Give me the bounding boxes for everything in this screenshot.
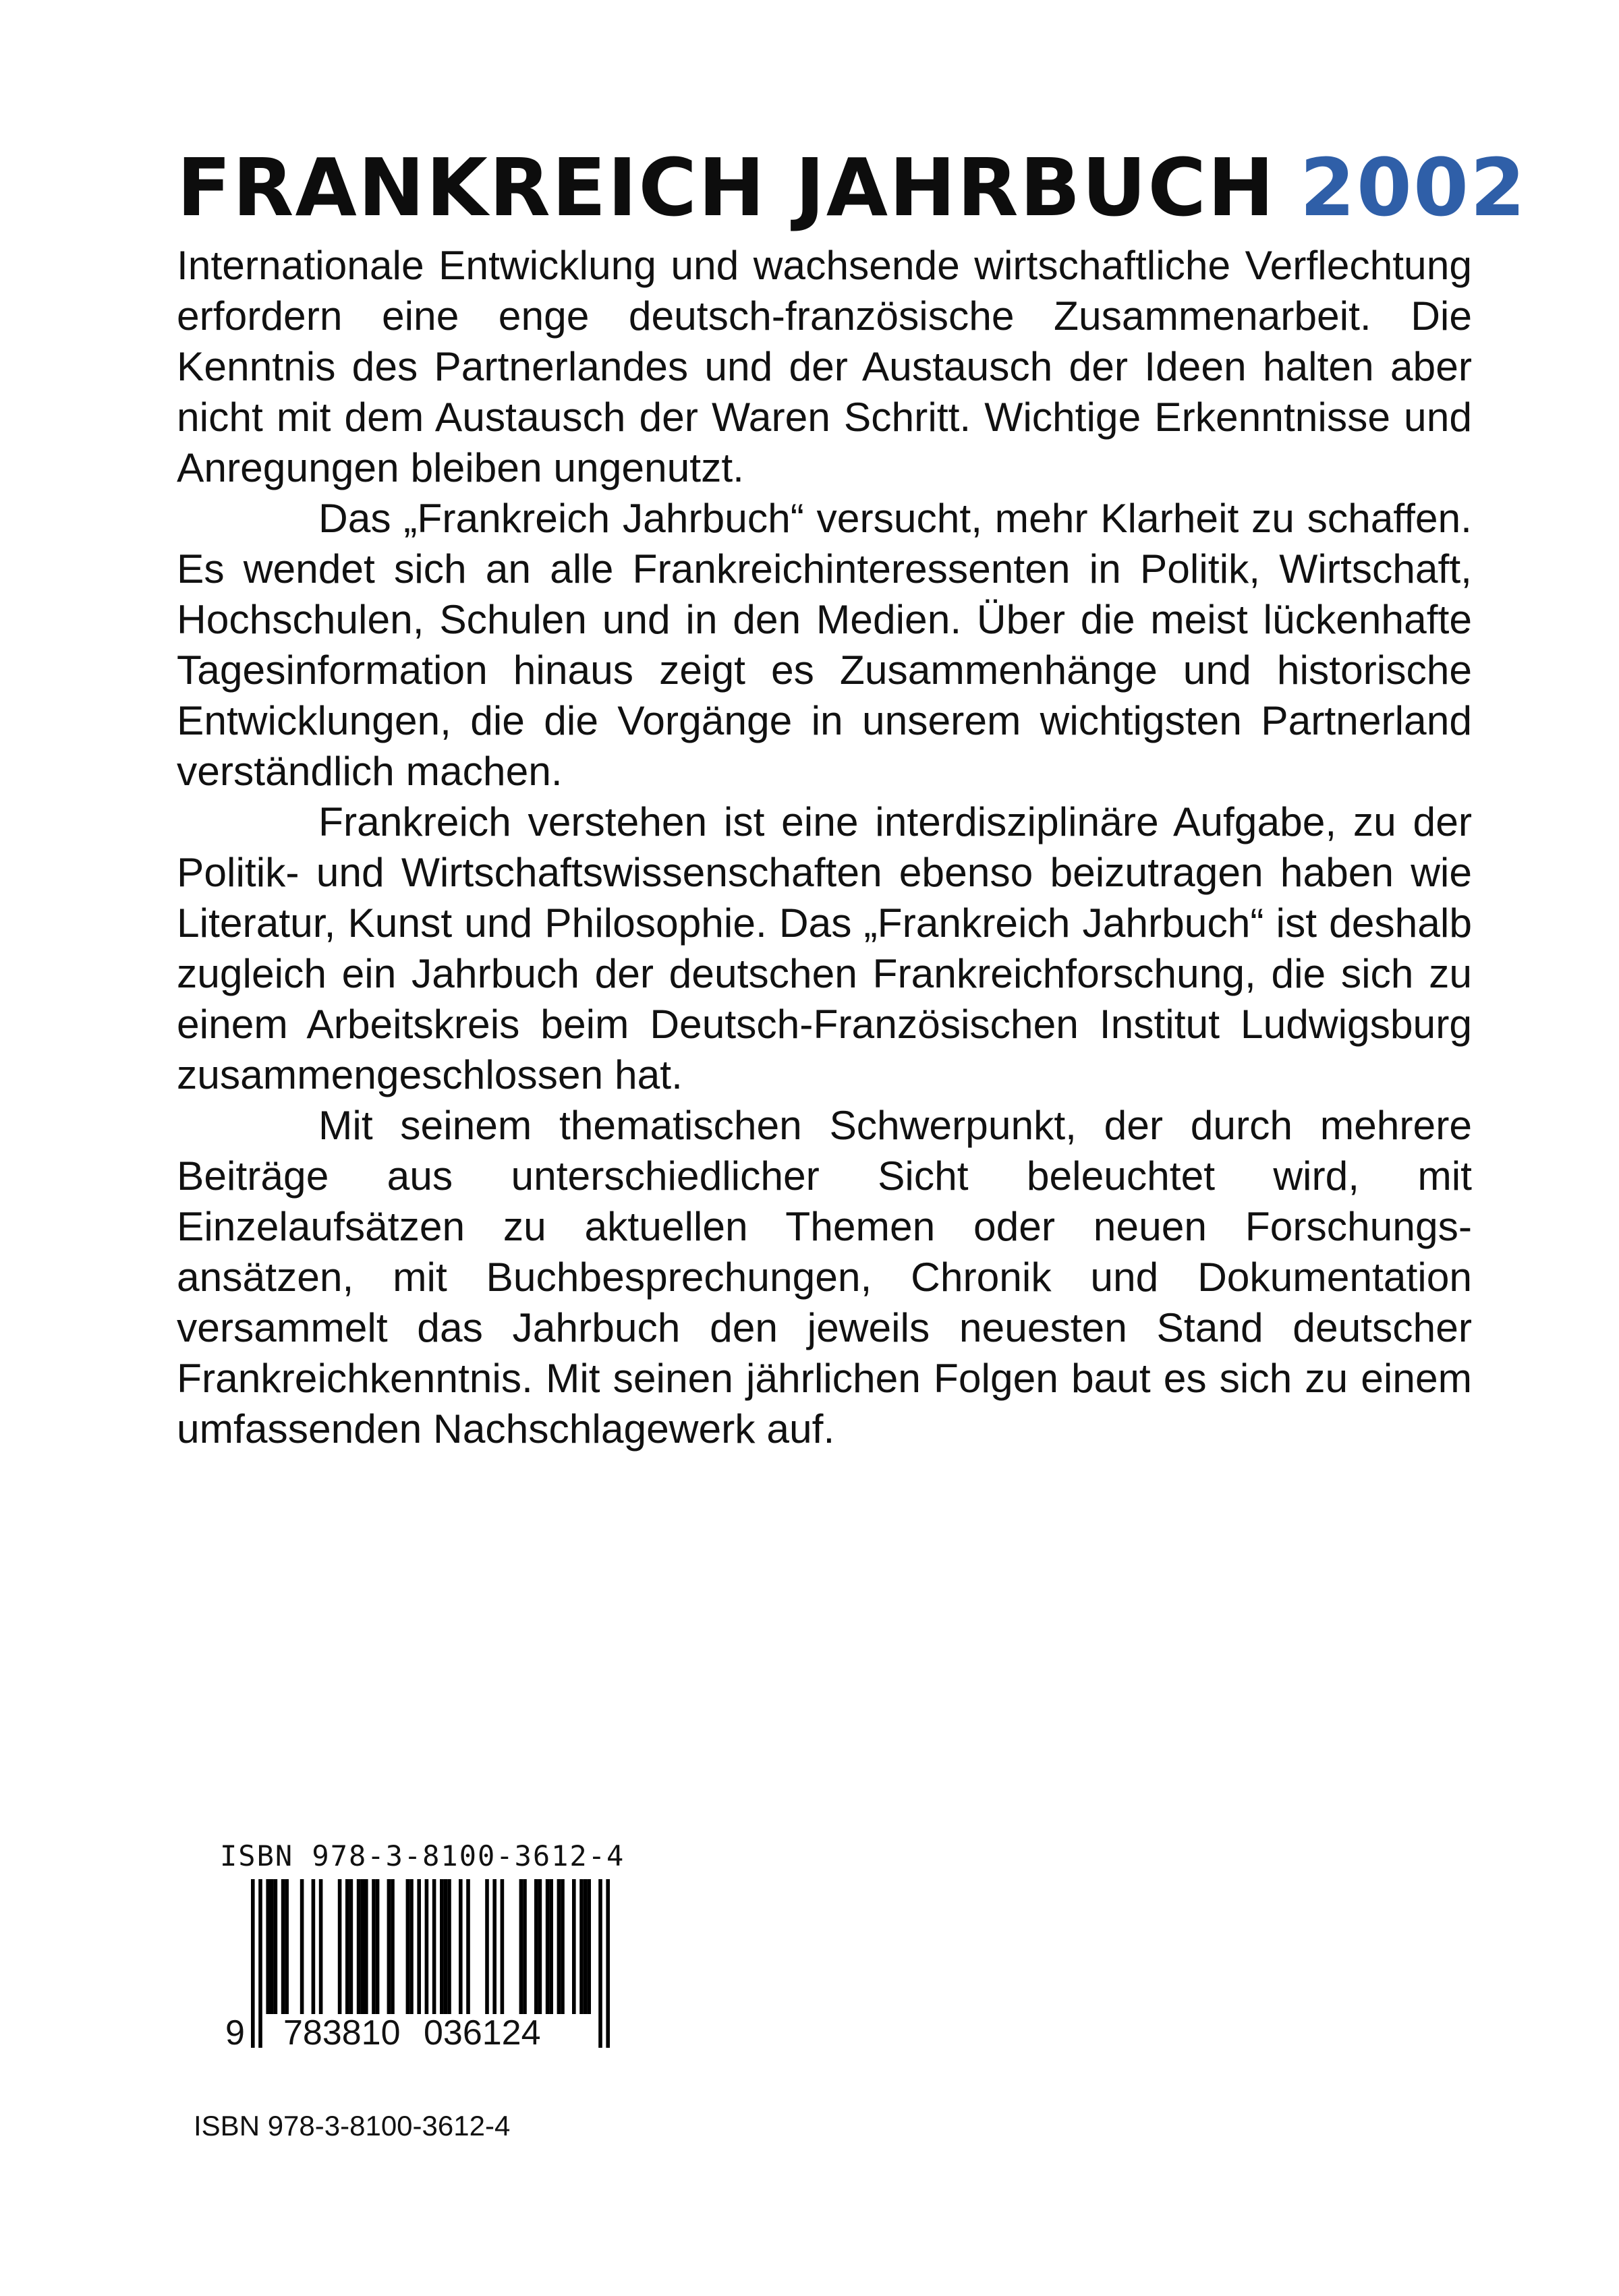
blurb-text (177, 240, 1472, 1454)
barcode-bar (492, 1879, 496, 2014)
barcode-digit-first: 9 (225, 2013, 245, 2053)
barcode-bar (519, 1879, 523, 2014)
barcode-bar (501, 1879, 505, 2014)
barcode-bar (281, 1879, 285, 2014)
barcode-bar (387, 1879, 391, 2014)
blurb-paragraph-1: Internationale Entwicklung und wachsende wirtschaftliche Verflechtung erfordern eine enge deutsch-französische Zusammenarbeit. Die Kenntnis des Partnerlandes und der Austausch der Ideen halten aber nicht mit dem Austausch der Waren Schritt. Wichtige Erkenntnisse und Anregungen bleiben ungenutzt. (177, 242, 1472, 490)
blurb-paragraph-3: Frankreich verstehen ist eine interdisziplinäre Aufgabe, zu der Politik- und Wirtschaftswissenschaften ebenso beizutragen haben wie Literatur, Kunst und Philosophie. Das „Frankreich Jahrbuch“ ist deshalb zugleich ein Jahrbuch der deutschen Frankreichforschung, die sich zu einem Arbeitskreis beim Deutsch-Französischen Institut Ludwigsburg zusammengeschlossen hat. (177, 799, 1472, 1097)
barcode-bar (251, 1879, 255, 2048)
barcode-bar (258, 1879, 262, 2048)
barcode-bar (345, 1879, 349, 2014)
barcode-bar (391, 1879, 395, 2014)
barcode-bar (440, 1879, 444, 2014)
barcode-bar (587, 1879, 591, 2014)
isbn-text: ISBN 978-3-8100-3612-4 (194, 2110, 511, 2142)
barcode-bar (319, 1879, 323, 2014)
barcode-bar (561, 1879, 565, 2014)
barcode-bar (534, 1879, 538, 2014)
barcode-bar (538, 1879, 542, 2014)
barcode-bar (549, 1879, 553, 2014)
barcode-bar (598, 1879, 602, 2048)
barcode-bar (349, 1879, 353, 2014)
barcode-bar (266, 1879, 270, 2014)
barcode-bar (447, 1879, 451, 2014)
barcode-bar (485, 1879, 489, 2014)
barcode-bar (285, 1879, 289, 2014)
barcode-bar (372, 1879, 376, 2014)
barcode-digit-group-2: 036124 (420, 2014, 545, 2052)
barcode-bar (360, 1879, 364, 2014)
barcode-bar (579, 1879, 584, 2014)
barcode-bar (338, 1879, 342, 2014)
barcode-bar (300, 1879, 304, 2014)
blurb-paragraph-2: Das „Frankreich Jahrbuch“ versucht, mehr Klarheit zu schaffen. Es wendet sich an alle Frankreichinteressenten in Politik, Wirtschaft, Hochschulen, Schulen und in den Medien. Über die meist lückenhafte Tagesinformation hinaus zeigt es Zusammenhänge und historische Entwicklungen, die die Vorgänge in unserem wichtigsten Partnerland verständlich machen. (177, 495, 1472, 794)
barcode-bar (364, 1879, 368, 2014)
blurb-paragraph-4: Mit seinem thematischen Schwerpunkt, der durch mehrere Beiträge aus unterschiedlicher Sicht beleuchtet wird, mit Einzelaufsätzen zu aktuellen Themen oder neuen Forschungsansätzen, mit Buchbesprechungen, Chronik und Dokumentation versammelt das Jahrbuch den jeweils neuesten Stand deutscher Frankreichkenntnis. Mit seinen jährlichen Folgen baut es sich zu einem umfassenden Nachschlagewerk auf. (177, 1102, 1472, 1452)
barcode-bar (546, 1879, 550, 2014)
book-title (177, 140, 1527, 235)
barcode-bar (376, 1879, 380, 2014)
barcode-bar (444, 1879, 448, 2014)
title-year: 2002 (1299, 141, 1527, 234)
barcode-digit-group-1: 783810 (279, 2014, 405, 2052)
barcode-bar (606, 1879, 610, 2048)
barcode-bar (274, 1879, 278, 2014)
title-main: FRANKREICH JAHRBUCH (177, 141, 1276, 234)
barcode-bar (409, 1879, 414, 2014)
barcode-bar (572, 1879, 576, 2014)
barcode-bar (584, 1879, 588, 2014)
barcode-bar (417, 1879, 421, 2014)
barcode-bar (459, 1879, 463, 2014)
barcode-bar (557, 1879, 561, 2014)
barcode-isbn-label: ISBN 978-3-8100-3612-4 (220, 1839, 625, 1872)
barcode-bar (270, 1879, 274, 2014)
barcode-bar (312, 1879, 316, 2014)
barcode-bar (523, 1879, 527, 2014)
barcode-bar (466, 1879, 470, 2014)
barcode-bar (406, 1879, 410, 2014)
barcode-bar (357, 1879, 361, 2014)
